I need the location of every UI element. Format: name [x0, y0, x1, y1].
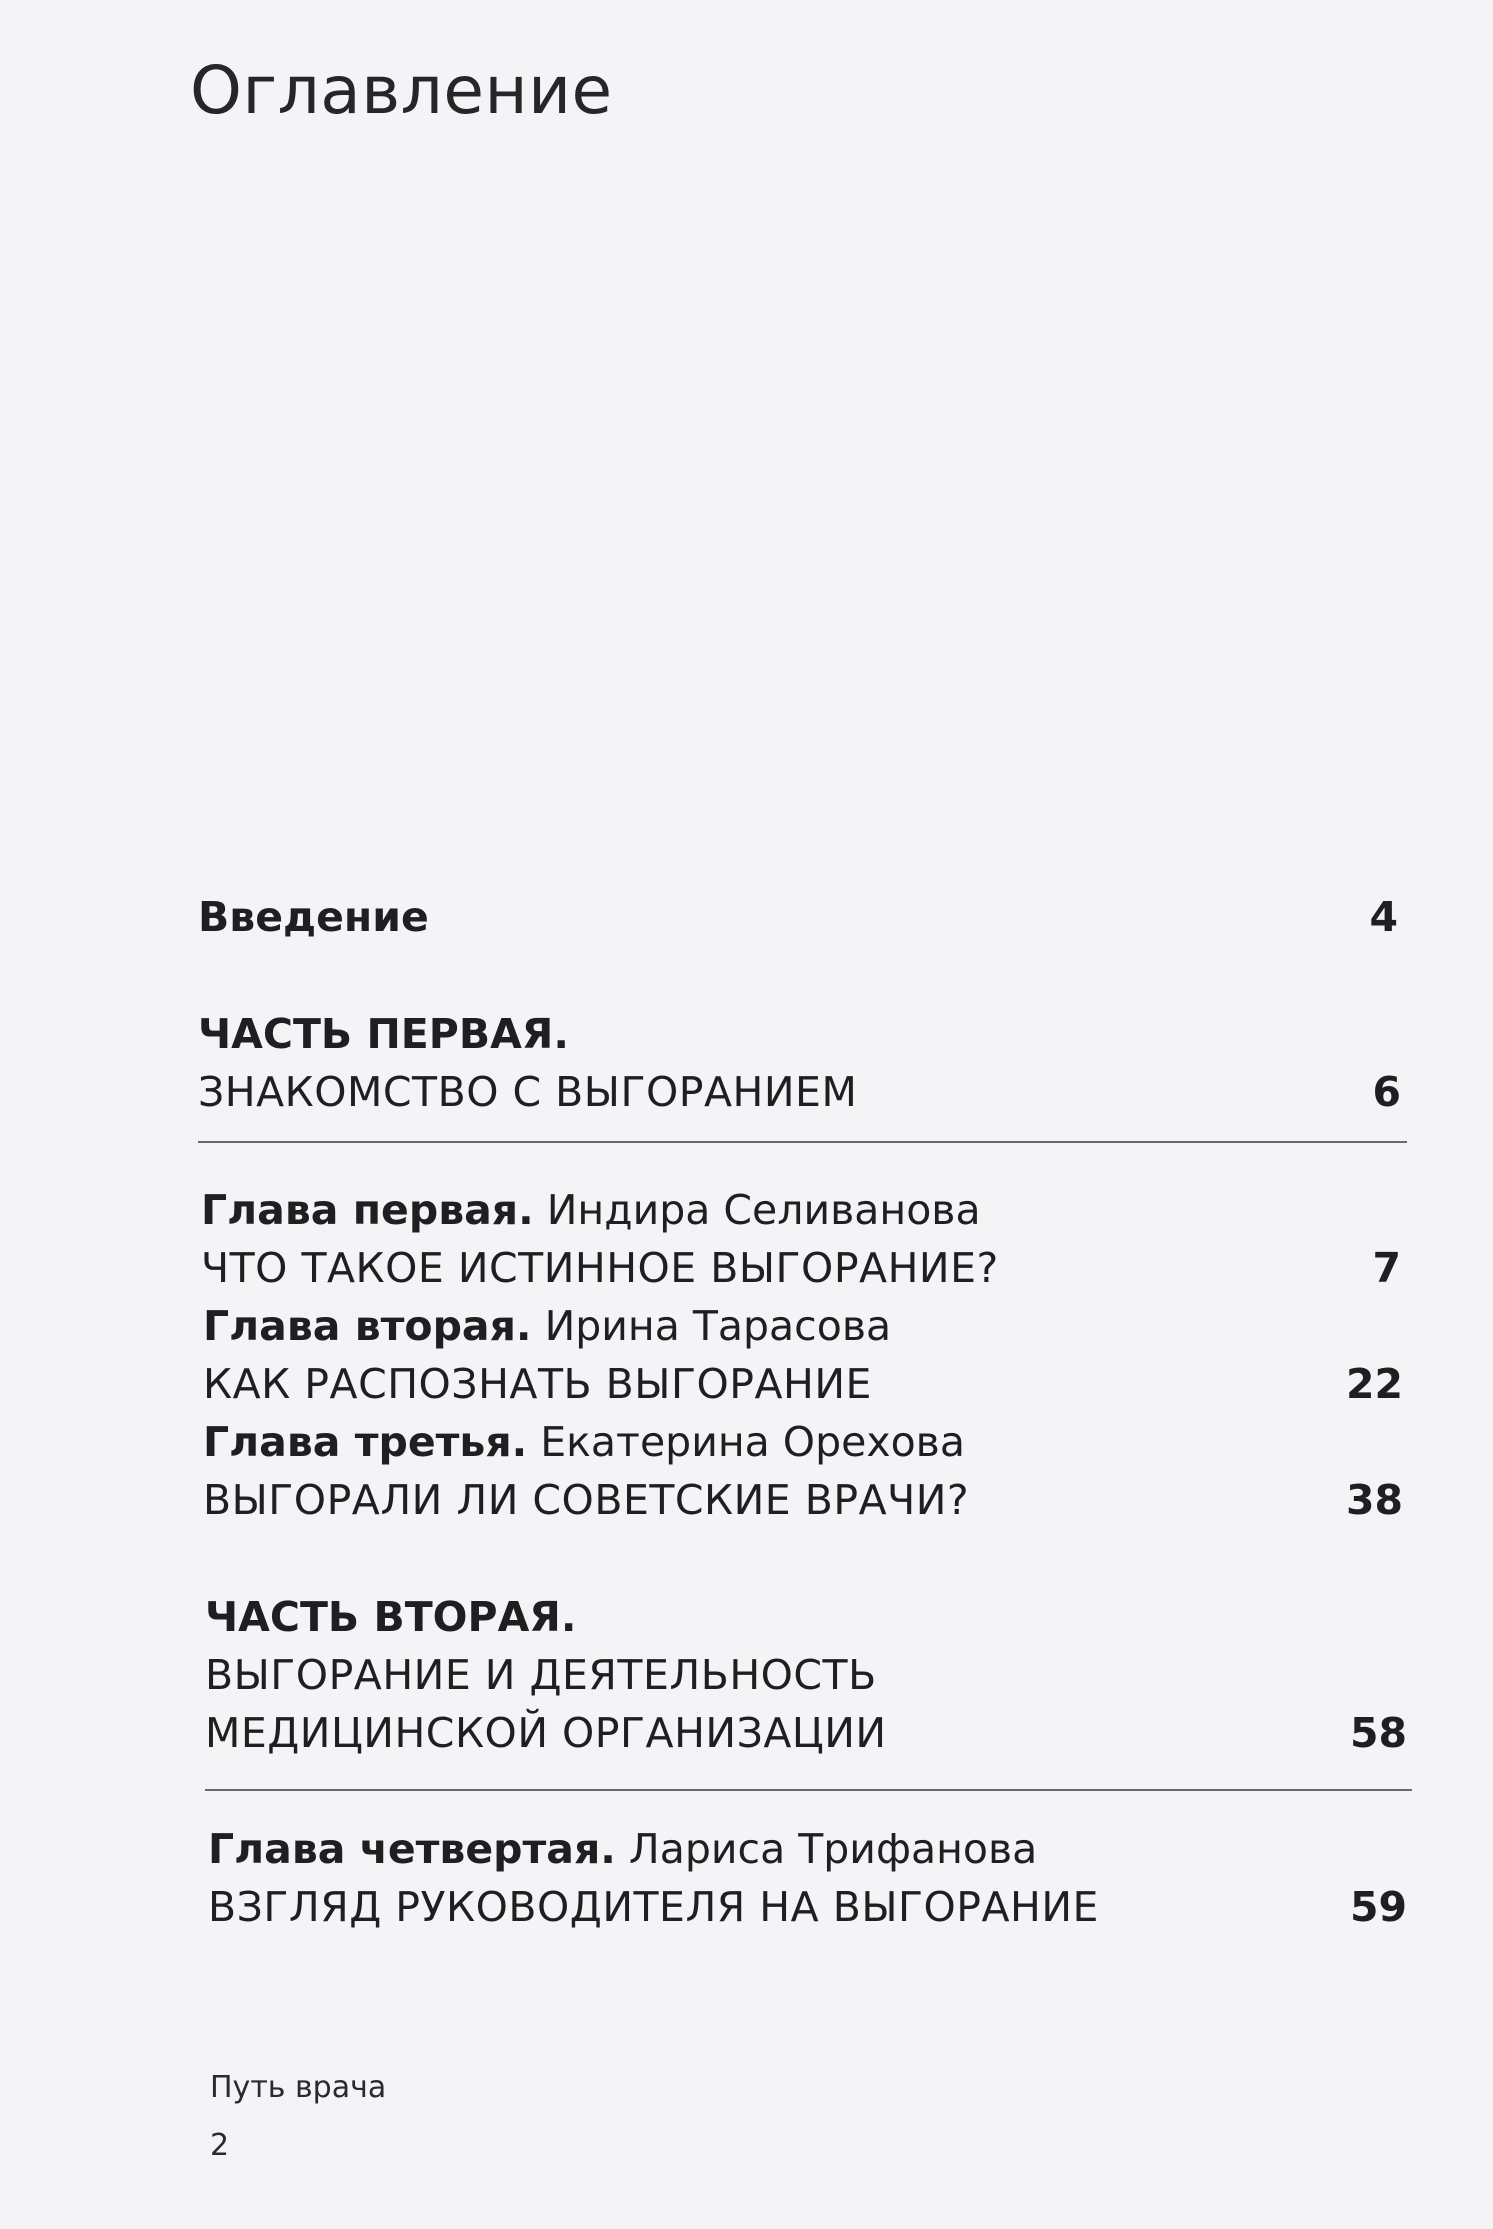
toc-ch4-title: ВЗГЛЯД РУКОВОДИТЕЛЯ НА ВЫГОРАНИЕ: [208, 1883, 1099, 1931]
toc-part2-label: ЧАСТЬ ВТОРАЯ.: [205, 1593, 577, 1641]
toc-entry-ch3[interactable]: [203, 1413, 1403, 1533]
toc-ch1-author: Индира Селиванова: [546, 1186, 981, 1234]
toc-part1-page: 6: [1372, 1068, 1401, 1116]
toc-part2-subtitle-line2: МЕДИЦИНСКОЙ ОРГАНИЗАЦИИ: [205, 1709, 887, 1757]
toc-part1-label: ЧАСТЬ ПЕРВАЯ.: [198, 1010, 569, 1058]
toc-intro-page: 4: [1369, 893, 1398, 941]
toc-entry-intro[interactable]: [198, 888, 1398, 946]
toc-ch2-author: Ирина Тарасова: [544, 1302, 892, 1350]
toc-part1-subtitle: ЗНАКОМСТВО С ВЫГОРАНИЕМ: [198, 1068, 858, 1116]
toc-entry-part2[interactable]: [205, 1588, 1407, 1768]
footer-page-number: 2: [210, 2128, 230, 2163]
footer-book-title: Путь врача: [210, 2070, 387, 2105]
toc-entry-ch2[interactable]: [203, 1297, 1403, 1417]
toc-intro-label: Введение: [198, 893, 429, 941]
toc-entry-part1[interactable]: [198, 1005, 1401, 1125]
page-title: Оглавление: [190, 52, 613, 129]
divider-part2: [205, 1789, 1412, 1791]
toc-ch3-page: 38: [1345, 1476, 1403, 1524]
toc-ch1-page: 7: [1372, 1244, 1401, 1292]
toc-ch3-author: Екатерина Орехова: [540, 1418, 965, 1466]
toc-part2-subtitle-line1: ВЫГОРАНИЕ И ДЕЯТЕЛЬНОСТЬ: [205, 1651, 877, 1699]
divider-part1: [198, 1141, 1407, 1143]
toc-ch1-title: ЧТО ТАКОЕ ИСТИННОЕ ВЫГОРАНИЕ?: [201, 1244, 999, 1292]
toc-ch3-title: ВЫГОРАЛИ ЛИ СОВЕТСКИЕ ВРАЧИ?: [203, 1476, 970, 1524]
toc-ch3-label: Глава третья.: [203, 1418, 528, 1466]
toc-part2-page: 58: [1349, 1709, 1407, 1757]
toc-ch1-label: Глава первая.: [201, 1186, 534, 1234]
toc-entry-ch4[interactable]: [208, 1820, 1407, 1940]
toc-ch2-page: 22: [1345, 1360, 1403, 1408]
toc-ch2-title: КАК РАСПОЗНАТЬ ВЫГОРАНИЕ: [203, 1360, 872, 1408]
toc-ch4-page: 59: [1349, 1883, 1407, 1931]
toc-ch2-label: Глава вторая.: [203, 1302, 532, 1350]
toc-entry-ch1[interactable]: [201, 1181, 1401, 1301]
toc-ch4-label: Глава четвертая.: [208, 1825, 616, 1873]
toc-ch4-author: Лариса Трифанова: [628, 1825, 1038, 1873]
